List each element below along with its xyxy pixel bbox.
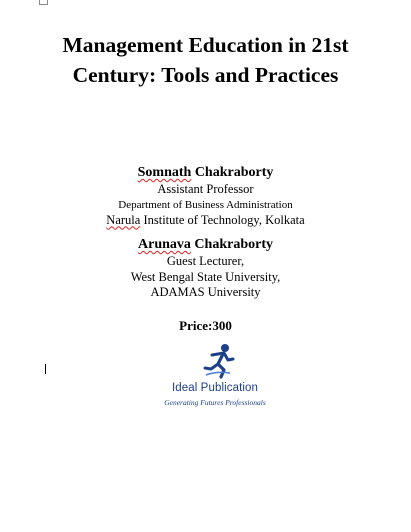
author-1-institution-part-1: Narula: [106, 212, 141, 227]
author-2-affiliation-1: West Bengal State University,: [130, 269, 281, 284]
publisher-tagline: Generating Futures Professionals: [164, 398, 266, 407]
author-block-2: [0, 236, 411, 301]
author-block-1: [0, 164, 411, 228]
book-title: [0, 30, 411, 90]
title-line-2: Century: Tools and Practices: [72, 63, 339, 87]
author-2-name: [0, 236, 411, 254]
author-1-institution-part-2: Institute of Technology, Kolkata: [143, 212, 305, 227]
author-1-last-name: Chakraborty: [194, 165, 274, 180]
publisher-name: Ideal Publication: [171, 382, 259, 394]
page-corner-marker: [39, 0, 48, 5]
author-1-institution: [0, 213, 411, 229]
publisher-logo: [160, 343, 270, 409]
text-cursor: [45, 364, 46, 374]
author-2-first-name: Arunava: [138, 237, 191, 252]
author-1-position: Assistant Professor: [157, 182, 254, 196]
author-2-position: Guest Lecturer,: [166, 254, 245, 268]
author-1-department: Department of Business Administration: [118, 198, 293, 211]
title-line-1: Management Education in 21st: [62, 33, 349, 57]
author-2-last-name: Chakraborty: [194, 237, 273, 252]
author-2-affiliation-2: ADAMAS University: [150, 285, 261, 299]
author-1-first-name: Somnath: [137, 165, 192, 180]
price-label: Price:300: [179, 318, 232, 333]
running-person-logo-icon: [202, 343, 236, 379]
author-1-name: [0, 164, 411, 182]
